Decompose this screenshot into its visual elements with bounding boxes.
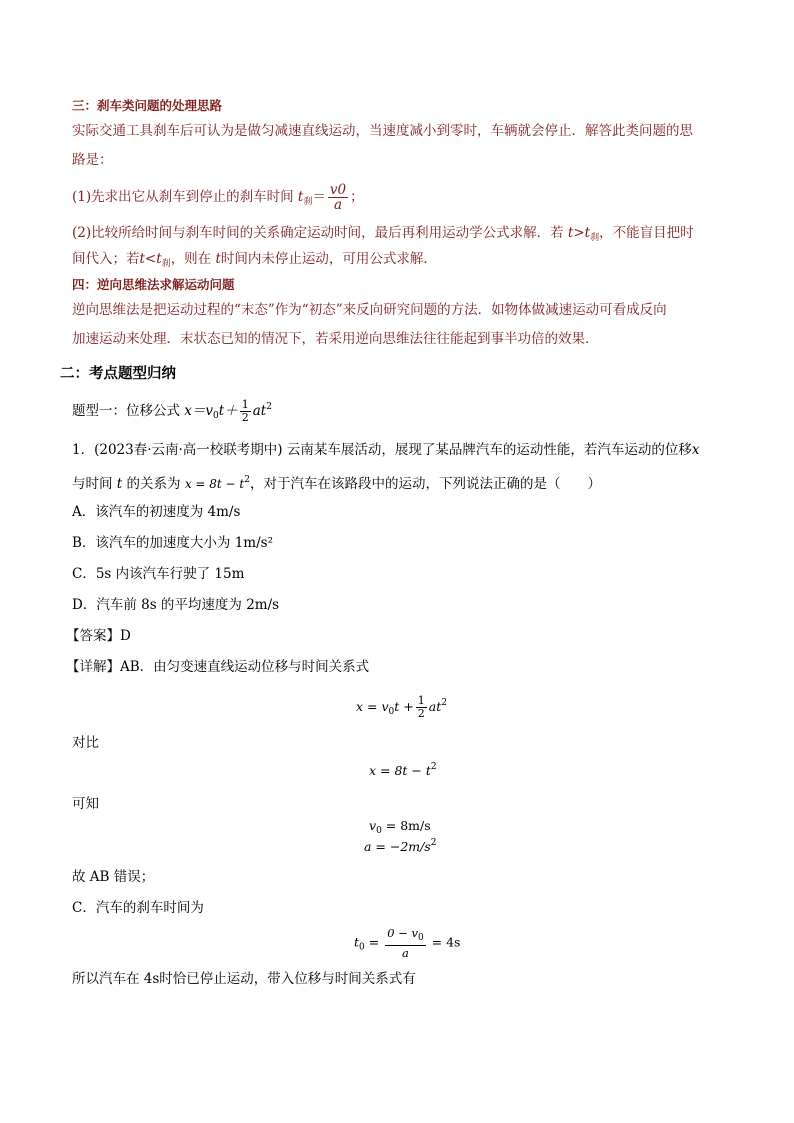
step-1-eq: ＝ xyxy=(312,189,326,205)
equation-1-denominator: 2 xyxy=(417,707,425,720)
type-1-formula-sup: 2 xyxy=(266,402,272,412)
question-stem-x: x xyxy=(691,442,700,458)
equation-5-denominator: a xyxy=(402,946,409,960)
section-4-paragraph-line-2: 加速运动来处理．末状态已知的情况下，若采用逆向思维法往往能起到事半功倍的效果． xyxy=(72,331,599,347)
final-line: 所以汽车在 4s时恰已停止运动，带入位移与时间关系式有 xyxy=(72,971,416,987)
part-2-heading: 二：考点题型归纳 xyxy=(60,365,176,382)
equation-5-numerator-sub: 0 xyxy=(417,933,424,943)
step-2-text-a: (2)比较所给时间与刹车时间的关系确定运动时间，最后再利用运动学公式求解．若 xyxy=(72,225,564,241)
section-4-paragraph-line-1: 逆向思维法是把运动过程的“末态”作为“初态”来反向研究问题的方法．如物体做减速运动可看成反向 xyxy=(72,302,667,318)
equation-4-text: a = −2m/s xyxy=(364,839,431,854)
step-1-text: (1)先求出它从刹车到停止的刹车时间 xyxy=(72,189,294,205)
step-2-t: t xyxy=(215,251,221,267)
compare-label: 对比 xyxy=(72,735,99,751)
step-2-line-2 xyxy=(72,249,437,274)
equation-5 xyxy=(354,926,460,964)
c-intro: C．汽车的刹车时间为 xyxy=(72,900,204,916)
option-c: C．5s 内该汽车行驶了 15m xyxy=(72,566,245,582)
step-2-text-b: ，不能盲目把时 xyxy=(599,225,694,241)
equation-4 xyxy=(364,838,437,854)
equation-3 xyxy=(369,818,431,836)
type-1-formula-rhs: at xyxy=(252,403,267,419)
question-stem-text-d: ，对于汽车在该路段中的运动，下列说法正确的是（ ） xyxy=(249,476,601,492)
step-1-t: t xyxy=(297,189,304,205)
section-3-title: 三：刹车类问题的处理思路 xyxy=(72,98,223,113)
question-stem-text-c: 的关系为 xyxy=(126,476,181,492)
question-stem-line-1 xyxy=(72,440,699,460)
step-2-text-e: 时间内未停止运动，可用公式求解． xyxy=(220,251,437,267)
type-1-formula-sub: 0 xyxy=(213,411,219,421)
step-2-text-d: ，则在 xyxy=(170,251,212,267)
type-1-label-text: 题型一：位移公式 xyxy=(72,403,180,419)
step-1 xyxy=(72,180,364,219)
equation-2-text: x = 8t − t xyxy=(369,763,431,778)
answer: 【答案】D xyxy=(66,628,131,644)
equation-5-sub: 0 xyxy=(359,942,365,953)
type-1-formula-mid: t＋ xyxy=(218,403,238,419)
equation-1 xyxy=(356,688,447,727)
type-1-formula-lhs: x＝v xyxy=(184,403,214,419)
step-2-condition-a: t>t xyxy=(567,225,591,241)
question-stem-sup: 2 xyxy=(244,475,250,485)
step-1-sub: 刹 xyxy=(303,197,313,207)
equation-1-fraction xyxy=(416,695,427,720)
step-1-end: ； xyxy=(350,189,364,205)
step-1-numerator: v0 xyxy=(329,182,347,198)
equation-1-rhs: at xyxy=(428,699,442,714)
option-a: A．该汽车的初速度为 4m/s xyxy=(72,504,241,520)
equation-3-lhs: v xyxy=(369,818,377,833)
question-stem-text-b: 与时间 xyxy=(72,476,113,492)
section-3-paragraph-line-2: 路是： xyxy=(72,152,113,168)
equation-1-lhs: x = v xyxy=(356,699,389,714)
type-1-fraction xyxy=(240,399,251,424)
equation-1-sup: 2 xyxy=(441,698,447,708)
equation-5-fraction xyxy=(385,926,426,960)
equation-2-sup: 2 xyxy=(430,762,437,772)
detail-intro: 【详解】AB．由匀变速直线运动位移与时间关系式 xyxy=(66,659,370,675)
question-stem-text-a: 1．(2023春·云南·高一校联考期中) 云南某车展活动，展现了某品牌汽车的运动性能，若汽车运动的位移 xyxy=(72,442,692,458)
section-3-paragraph-line-1: 实际交通工具刹车后可认为是做匀减速直线运动，当速度减小到零时，车辆就会停止．解答此类问题的思 xyxy=(72,123,693,139)
option-d: D．汽车前 8s 的平均速度为 2m/s xyxy=(72,597,280,613)
step-1-fraction xyxy=(328,183,348,212)
equation-4-sup: 2 xyxy=(430,838,437,848)
question-stem-equation: x = 8t − t xyxy=(184,477,245,491)
equation-3-sub: 0 xyxy=(376,826,382,836)
question-stem-t: t xyxy=(116,476,123,492)
equation-3-rhs: = 8m/s xyxy=(381,818,431,833)
equation-5-eq: = xyxy=(364,934,384,950)
step-2-sub-a: 刹 xyxy=(590,233,600,243)
step-1-denominator: a xyxy=(333,197,343,213)
equation-2 xyxy=(369,762,437,778)
option-b: B．该汽车的加速度大小为 1m/s² xyxy=(72,535,273,551)
know-label: 可知 xyxy=(72,796,99,812)
type-1-label xyxy=(72,392,272,431)
equation-5-rhs: = 4s xyxy=(427,934,461,950)
equation-1-sub: 0 xyxy=(388,707,395,717)
step-2-line-1 xyxy=(72,223,694,248)
step-2-condition-b: t<t xyxy=(139,251,162,267)
step-2-text-c: 间代入；若 xyxy=(72,251,140,267)
equation-5-numerator xyxy=(385,926,426,946)
type-1-numerator: 1 xyxy=(241,398,249,411)
equation-1-mid: t + xyxy=(394,699,414,714)
question-stem-line-2 xyxy=(72,470,601,494)
type-1-denominator: 2 xyxy=(241,411,249,424)
ab-conclusion: 故 AB 错误； xyxy=(72,869,155,885)
step-2-sub-b: 刹 xyxy=(161,259,171,269)
equation-1-numerator: 1 xyxy=(417,694,425,707)
equation-5-lhs: t xyxy=(354,934,360,950)
section-4-title: 四：逆向思维法求解运动问题 xyxy=(72,277,235,292)
equation-5-numerator-text: 0 − v xyxy=(387,926,418,940)
